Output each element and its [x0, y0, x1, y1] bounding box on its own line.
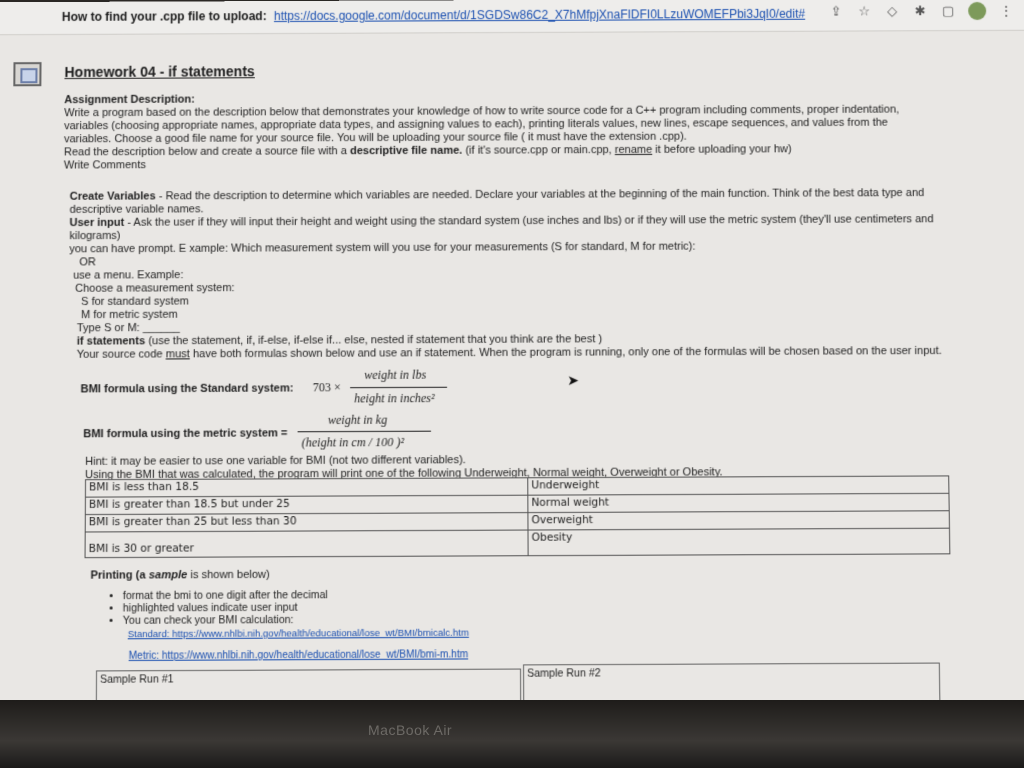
mouse-cursor-icon: ➤ — [567, 371, 580, 389]
standard-formula-numerator: weight in lbs — [364, 367, 427, 383]
browser-toolbar-icons — [828, 2, 1014, 21]
sample-run-1-label: Sample Run #1 — [100, 673, 174, 686]
list-item: • You can check your BMI calculation: — [123, 614, 328, 627]
sample-run-2-label: Sample Run #2 — [527, 667, 601, 680]
user-input-line: User input - Ask the user if they will input their height and weight using the standard system (use inches and lbs) or if they will use the metric system (they'll use centimeters and — [69, 213, 934, 230]
using-bmi-text: Using the BMI that was calculated, the program will print one of the following Underweight, Normal weight, Overweight or Obesity. — [85, 466, 723, 482]
if-statements-line: if statements (use the statement, if, if-else, if-else if... else, nested if statement that you think are the best ) — [76, 333, 603, 348]
upload-help-label: How to find your .cpp file to upload: — [61, 9, 267, 24]
metric-formula-denominator: (height in cm / 100 )² — [301, 434, 404, 450]
printing-heading: Printing (a sample is shown below) — [90, 568, 270, 582]
user-input-line: kilograms) — [69, 229, 121, 243]
printing-list — [108, 589, 327, 627]
table-row: BMI is greater than 25 but less than 30 Overweight — [85, 511, 949, 532]
list-item: • highlighted values indicate user input — [123, 601, 328, 614]
profile-avatar[interactable] — [968, 2, 986, 20]
formula-note: Your source code must have both formulas shown below and use an if statement. When the program is running, only one of the formulas will be chosen based on the user input. — [76, 344, 942, 361]
or-label: OR — [79, 256, 96, 269]
create-variables-line: descriptive variable names. — [69, 203, 204, 216]
bmi-category-table — [85, 475, 951, 558]
assignment-heading: Assignment Description: — [64, 93, 195, 107]
list-item: • format the bmi to one digit after the decimal — [123, 589, 328, 602]
upload-help-link[interactable]: https://docs.google.com/document/d/1SGDSw86C2_X7hMfpjXnaFIDFI0LLzuWOMEFPbi3JqI0/edit# — [273, 6, 806, 24]
prompt-line: you can have prompt. E xample: Which measurement system will you use for your measurements (S for standard, M for metric): — [69, 240, 696, 256]
menu-example: Type S or M: ______ — [76, 321, 180, 335]
assignment-icon — [13, 62, 41, 86]
laptop-brand-label: MacBook Air — [368, 722, 453, 738]
metric-formula-numerator: weight in kg — [327, 412, 388, 428]
standard-formula-factor: 703 × — [312, 380, 341, 395]
kebab-menu-icon[interactable]: ⋮ — [999, 2, 1013, 18]
assignment-line: Write a program based on the description below that demonstrates your knowledge of how to write source code for a C++ program including comments, proper indentation, — [64, 103, 900, 120]
table-row: BMI is less than 18.5 Underweight — [85, 476, 949, 497]
standard-formula-denominator: height in inches² — [354, 390, 435, 406]
page-title[interactable]: Homework 04 - if statements — [64, 63, 255, 81]
menu-example: S for standard system — [81, 295, 189, 309]
assignment-line: variables. Choose a good file name for your source file. You will be uploading your source file ( it must have the extension .cpp). — [64, 130, 687, 146]
table-row: BMI is 30 or greater Obesity — [85, 528, 950, 557]
assignment-line: Write Comments — [63, 159, 146, 172]
metric-formula-label: BMI formula using the metric system = — [83, 427, 288, 441]
assignment-description — [64, 90, 968, 172]
assignment-line: variables (choosing appropriate names, appropriate data types, and assigning values to each), printing literals values, new lines, escape sequences, and values from the — [64, 116, 888, 133]
metric-bmi-link[interactable]: Metric: https://www.nhlbi.nih.gov/health/educational/lose_wt/BMI/bmi-m.htm — [128, 649, 469, 663]
standard-formula-label: BMI formula using the Standard system: — [80, 382, 294, 396]
requirements — [69, 187, 977, 362]
puzzle-icon[interactable]: ✱ — [914, 3, 926, 19]
extension-icon[interactable]: ◇ — [887, 3, 898, 19]
document-content — [0, 46, 1024, 686]
share-icon[interactable]: ⇪ — [830, 3, 842, 19]
menu-line: use a menu. Example: — [73, 269, 184, 282]
bookmark-star-icon[interactable]: ☆ — [858, 3, 871, 19]
table-row: BMI is greater than 18.5 but under 25 Normal weight — [85, 493, 949, 514]
hint-text: Hint: it may be easier to use one variable for BMI (not two different variables). — [85, 454, 466, 468]
laptop-bezel — [0, 700, 1024, 768]
assignment-line: Read the description below and create a source file with a descriptive file name. (if it's source.cpp or main.cpp, rename it before uploading your hw) — [63, 143, 792, 159]
standard-bmi-link[interactable]: Standard: https://www.nhlbi.nih.gov/health/educational/lose_wt/BMI/bmicalc.htm — [127, 627, 469, 641]
fraction-bar — [298, 431, 431, 433]
menu-example: Choose a measurement system: — [75, 282, 235, 295]
sidebar-icon[interactable]: ▢ — [941, 3, 955, 19]
menu-example: M for metric system — [80, 308, 178, 322]
top-bar — [0, 0, 1024, 35]
create-variables-line: Create Variables - Read the description to determine which variables are needed. Declare your variables at the beginning of the main function. Think of the best data type and — [69, 186, 925, 203]
fraction-bar — [350, 387, 447, 388]
